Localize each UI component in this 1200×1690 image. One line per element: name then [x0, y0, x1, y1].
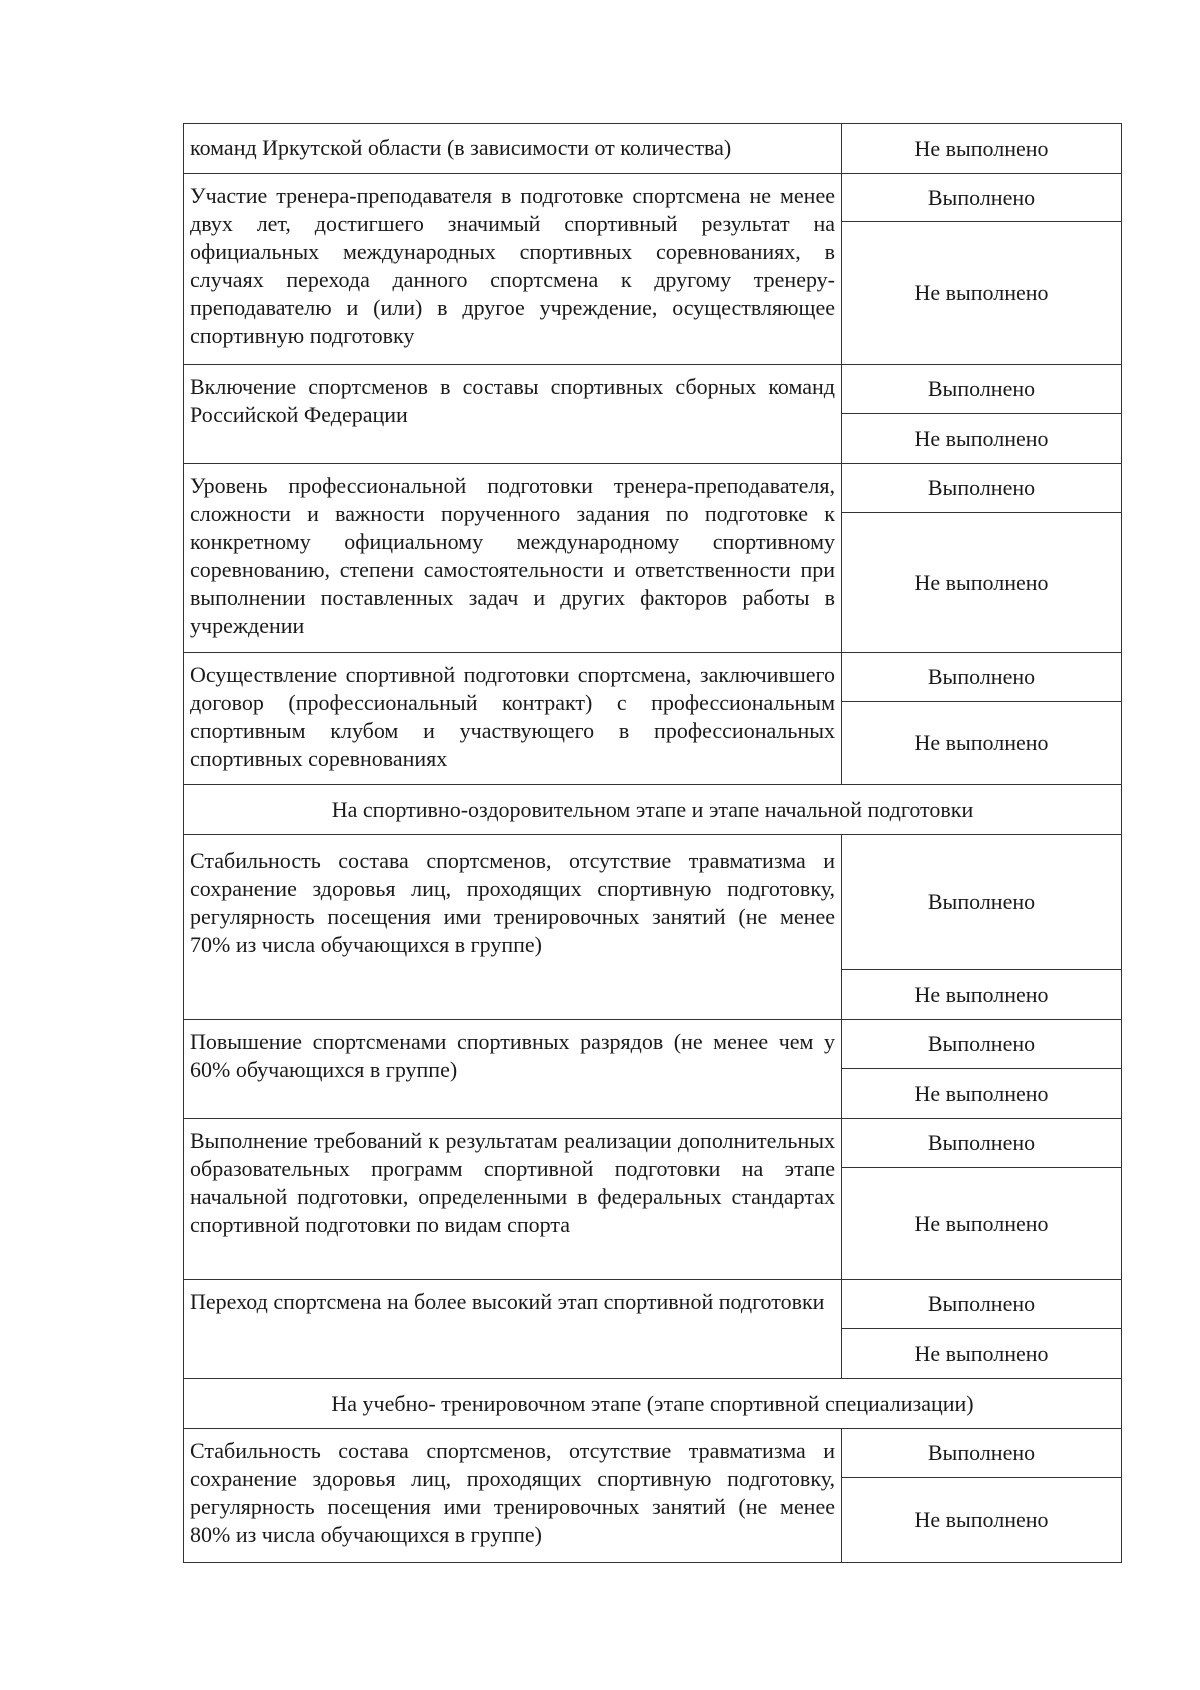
- status-cell: Не выполнено: [842, 970, 1122, 1020]
- criterion-text: Повышение спортсменами спортивных разрядов (не менее чем у 60% обучающихся в группе): [190, 1029, 835, 1082]
- status-cell: Выполнено: [842, 835, 1122, 970]
- criterion-cell: [184, 1119, 842, 1280]
- criterion-text: Переход спортсмена на более высокий этап спортивной подготовки: [190, 1289, 825, 1314]
- criterion-cell: [184, 653, 842, 785]
- criterion-text: Выполнение требований к результатам реализации дополнительных образовательных программ спортивной подготовки на этапе начальной подготовки, определенными в федеральных стандартах спортивной подготовки по видам спорта: [190, 1128, 835, 1237]
- criterion-cell: [184, 464, 842, 653]
- criteria-table: [183, 123, 1122, 1563]
- status-cell: Не выполнено: [842, 513, 1122, 653]
- section-heading: На спортивно-оздоровительном этапе и этапе начальной подготовки: [184, 785, 1122, 835]
- status-cell: Не выполнено: [842, 1478, 1122, 1563]
- status-cell: Выполнено: [842, 1280, 1122, 1329]
- status-cell: Выполнено: [842, 174, 1122, 222]
- criterion-text: Участие тренера-преподавателя в подготовке спортсмена не менее двух лет, достигшего значимый спортивный результат на официальных международных спортивных соревнованиях, в случаях перехода данного спортсмена к другому тренеру-преподавателю и (или) в другое учреждение, осуществляющее спортивную подготовку: [190, 183, 835, 348]
- criterion-text: Включение спортсменов в составы спортивных сборных команд Российской Федерации: [190, 374, 835, 427]
- status-cell: Не выполнено: [842, 1329, 1122, 1379]
- status-cell: Выполнено: [842, 464, 1122, 513]
- criterion-text: команд Иркутской области (в зависимости от количества): [190, 135, 732, 160]
- section-heading: На учебно- тренировочном этапе (этапе спортивной специализации): [184, 1379, 1122, 1429]
- criterion-cell: [184, 1020, 842, 1119]
- criterion-cell: [184, 1280, 842, 1379]
- status-cell: Не выполнено: [842, 702, 1122, 785]
- criterion-text: Уровень профессиональной подготовки тренера-преподавателя, сложности и важности порученного задания по подготовке к конкретному официальному международному спортивному соревнованию, степени самостоятельности и ответственности при выполнении поставленных задач и других факторов работы в учреждении: [190, 473, 835, 638]
- status-cell: Выполнено: [842, 653, 1122, 702]
- status-cell: Выполнено: [842, 1020, 1122, 1069]
- status-cell: Выполнено: [842, 1429, 1122, 1478]
- criterion-text: Осуществление спортивной подготовки спортсмена, заключившего договор (профессиональный контракт) с профессиональным спортивным клубом и участвующего в профессиональных спортивных соревнованиях: [190, 662, 835, 771]
- status-cell: Не выполнено: [842, 222, 1122, 365]
- status-cell: Не выполнено: [842, 124, 1122, 174]
- criterion-cell: [184, 174, 842, 365]
- status-cell: Выполнено: [842, 1119, 1122, 1168]
- criterion-cell: [184, 365, 842, 464]
- criterion-text: Стабильность состава спортсменов, отсутствие травматизма и сохранение здоровья лиц, проходящих спортивную подготовку, регулярность посещения ими тренировочных занятий (не менее 80% из числа обучающихся в группе): [190, 1438, 835, 1547]
- criterion-text: Стабильность состава спортсменов, отсутствие травматизма и сохранение здоровья лиц, проходящих спортивную подготовку, регулярность посещения ими тренировочных занятий (не менее 70% из числа обучающихся в группе): [190, 848, 835, 957]
- criterion-cell: [184, 124, 842, 174]
- status-cell: Не выполнено: [842, 1168, 1122, 1280]
- status-cell: Не выполнено: [842, 1069, 1122, 1119]
- status-cell: Не выполнено: [842, 414, 1122, 464]
- status-cell: Выполнено: [842, 365, 1122, 414]
- criterion-cell: [184, 835, 842, 1020]
- criterion-cell: [184, 1429, 842, 1563]
